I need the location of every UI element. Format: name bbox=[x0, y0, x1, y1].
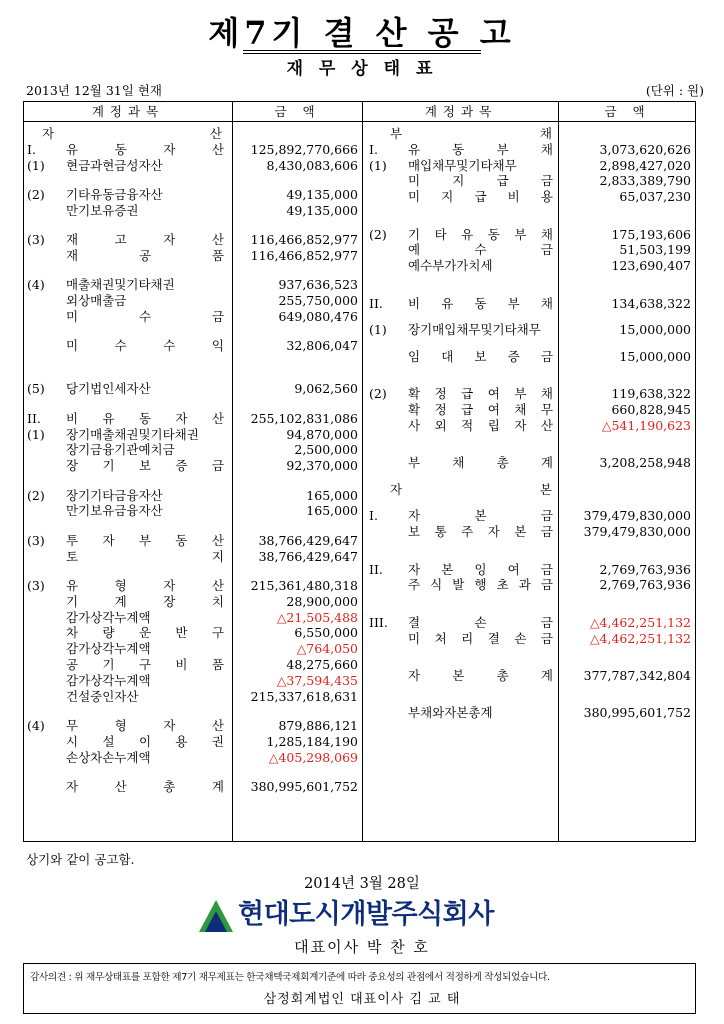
table-row bbox=[0, 386, 724, 401]
row-number: II. bbox=[369, 295, 383, 311]
row-label: 예 수 금 bbox=[408, 242, 553, 258]
table-row bbox=[0, 615, 724, 630]
table-row bbox=[0, 482, 724, 497]
row-amount: 119,638,322 bbox=[611, 386, 691, 402]
table-row bbox=[0, 173, 724, 188]
row-amount: 94,870,000 bbox=[286, 426, 358, 442]
notice-date: 2014년 3월 28일 bbox=[304, 876, 420, 892]
row-amount: 1,285,184,190 bbox=[266, 733, 358, 749]
row-number: (1) bbox=[27, 426, 45, 442]
row-amount: 255,750,000 bbox=[278, 293, 358, 309]
row-label: 감가상각누계액 bbox=[66, 641, 151, 657]
row-label: 재 고 자 산 bbox=[66, 232, 224, 248]
row-amount: 215,337,618,631 bbox=[250, 688, 358, 704]
row-label: 자 본 bbox=[390, 481, 552, 497]
row-number: II. bbox=[27, 410, 41, 426]
row-label: 자 본 잉 여 금 bbox=[408, 561, 553, 577]
table-row bbox=[0, 750, 724, 765]
row-amount: 48,275,660 bbox=[286, 657, 358, 672]
row-amount: 123,690,407 bbox=[611, 258, 691, 274]
company-name: 현대도시개발주식회사 bbox=[238, 899, 494, 930]
row-amount: △4,462,251,132 bbox=[589, 614, 691, 630]
row-label: 예수부가가치세 bbox=[408, 258, 493, 274]
row-label: 차 량 운 반 구 bbox=[66, 625, 224, 641]
row-label: 감가상각누계액 bbox=[66, 672, 151, 688]
right-header-account: 계정과목 bbox=[424, 104, 498, 119]
title-underline bbox=[243, 50, 481, 51]
row-label: 토 지 bbox=[66, 548, 224, 564]
row-label: 장기매입채무및기타채무 bbox=[408, 322, 541, 338]
row-label: 확 정 급 여 부 채 bbox=[408, 386, 553, 402]
table-row bbox=[0, 227, 724, 242]
row-amount: 134,638,322 bbox=[611, 295, 691, 311]
row-amount: 937,636,523 bbox=[278, 277, 358, 293]
table-row bbox=[0, 242, 724, 257]
row-label: 무 형 자 산 bbox=[66, 718, 224, 733]
row-label: 장 기 보 증 금 bbox=[66, 458, 224, 474]
row-number: (2) bbox=[369, 386, 387, 402]
row-amount: 9,062,560 bbox=[294, 381, 358, 397]
row-number: (3) bbox=[27, 532, 45, 548]
row-label: 만기보유금융자산 bbox=[66, 503, 163, 519]
table-row bbox=[0, 524, 724, 539]
row-amount: 116,466,852,977 bbox=[250, 232, 358, 248]
table-row bbox=[0, 455, 724, 470]
row-label: 유 동 부 채 bbox=[408, 141, 553, 157]
row-amount: 380,995,601,752 bbox=[583, 705, 691, 721]
row-amount: 255,102,831,086 bbox=[250, 410, 358, 426]
table-row bbox=[0, 689, 724, 704]
row-label: 만기보유증권 bbox=[66, 202, 139, 218]
row-label: 기타유동금융자산 bbox=[66, 187, 163, 202]
row-label: 부채와자본총계 bbox=[408, 705, 493, 721]
row-number: (4) bbox=[27, 718, 45, 733]
table-row bbox=[0, 296, 724, 311]
row-label: 부 채 bbox=[390, 126, 552, 141]
right-header-amount: 금 액 bbox=[604, 104, 651, 119]
row-amount: 2,500,000 bbox=[294, 442, 358, 458]
row-amount: 379,479,830,000 bbox=[583, 524, 691, 540]
row-label: 시 설 이 용 권 bbox=[66, 733, 224, 749]
row-amount: 38,766,429,647 bbox=[258, 532, 358, 548]
row-label: 기 계 장 치 bbox=[66, 593, 224, 609]
table-row bbox=[0, 158, 724, 173]
row-label: 비 유 동 부 채 bbox=[408, 295, 553, 311]
title-underline bbox=[243, 53, 481, 54]
row-label: 사 외 적 립 자 산 bbox=[408, 417, 553, 433]
row-amount: 215,361,480,318 bbox=[250, 578, 358, 593]
row-label: 유 동 자 산 bbox=[66, 141, 224, 157]
ceo-signature: 대표이사 박 찬 호 bbox=[294, 938, 430, 956]
table-row bbox=[0, 668, 724, 683]
row-number: II. bbox=[369, 561, 383, 577]
triangle-logo-icon bbox=[198, 899, 234, 933]
row-label: 부 채 총 계 bbox=[408, 455, 553, 471]
row-label: 공 기 구 비 품 bbox=[66, 657, 224, 672]
row-amount: 3,073,620,626 bbox=[599, 141, 691, 157]
table-row bbox=[0, 594, 724, 609]
row-number: (1) bbox=[369, 157, 387, 173]
row-label: 주 식 발 행 초 과 금 bbox=[408, 577, 553, 593]
row-amount: 165,000 bbox=[306, 503, 358, 519]
table-row bbox=[0, 562, 724, 577]
row-label: 미 지 급 비 용 bbox=[408, 189, 553, 205]
row-label: 미 처 리 결 손 금 bbox=[408, 630, 553, 646]
row-number: III. bbox=[369, 614, 388, 630]
row-number: (4) bbox=[27, 277, 45, 293]
row-amount: 49,135,000 bbox=[286, 202, 358, 218]
row-number: (2) bbox=[27, 487, 45, 503]
left-header-account: 계정과목 bbox=[91, 104, 165, 119]
table-row bbox=[0, 126, 724, 141]
row-amount: 380,995,601,752 bbox=[250, 779, 358, 794]
row-label: 매입채무및기타채무 bbox=[408, 157, 517, 173]
notice-title: 제7기 결 산 공 고 bbox=[208, 14, 516, 52]
row-label: 재 공 품 bbox=[66, 248, 224, 263]
row-label: 미 수 수 익 bbox=[66, 338, 224, 354]
row-amount: 125,892,770,666 bbox=[250, 141, 358, 157]
table-row bbox=[0, 508, 724, 523]
table-row bbox=[0, 779, 724, 794]
row-amount: 2,833,389,790 bbox=[599, 173, 691, 189]
row-number: (1) bbox=[27, 157, 45, 173]
left-header-amount: 금 액 bbox=[274, 104, 321, 119]
row-amount: 28,900,000 bbox=[286, 593, 358, 609]
report-date: 2013년 12월 31일 현재 bbox=[26, 83, 162, 98]
row-amount: 379,479,830,000 bbox=[583, 508, 691, 524]
row-amount: 15,000,000 bbox=[619, 348, 691, 364]
row-number: (1) bbox=[369, 322, 387, 338]
table-row bbox=[0, 705, 724, 720]
row-number: (3) bbox=[27, 232, 45, 248]
row-amount: 8,430,083,606 bbox=[266, 157, 358, 173]
table-row bbox=[0, 577, 724, 592]
closing-statement: 상기와 같이 공고함. bbox=[26, 852, 135, 867]
unit-note: (단위 : 원) bbox=[645, 83, 704, 98]
row-label: 장기매출채권및기타채권 bbox=[66, 426, 199, 442]
row-amount: 175,193,606 bbox=[611, 226, 691, 242]
row-label: 자 본 금 bbox=[408, 508, 553, 524]
row-amount: △405,298,069 bbox=[268, 749, 358, 765]
table-row bbox=[0, 277, 724, 292]
row-amount: 2,769,763,936 bbox=[599, 561, 691, 577]
table-row bbox=[0, 631, 724, 646]
row-amount: 3,208,258,948 bbox=[599, 455, 691, 471]
row-amount: 165,000 bbox=[306, 487, 358, 503]
statement-title: 재 무 상 태 표 bbox=[286, 59, 438, 79]
row-amount: △37,594,435 bbox=[276, 672, 358, 688]
row-amount: 92,370,000 bbox=[286, 458, 358, 474]
row-amount: △541,190,623 bbox=[601, 417, 691, 433]
row-label: 자 산 bbox=[42, 126, 222, 141]
table-row bbox=[0, 734, 724, 749]
row-amount: △764,050 bbox=[296, 641, 358, 657]
row-label: 비 유 동 자 산 bbox=[66, 410, 224, 426]
header-divider bbox=[23, 121, 696, 122]
row-amount: 2,898,427,020 bbox=[599, 157, 691, 173]
row-label: 유 형 자 산 bbox=[66, 578, 224, 593]
row-label: 투 자 부 동 산 bbox=[66, 532, 224, 548]
row-number: (2) bbox=[369, 226, 387, 242]
table-row bbox=[0, 203, 724, 218]
row-label: 자 본 총 계 bbox=[408, 668, 553, 683]
row-label: 미 지 급 금 bbox=[408, 173, 553, 189]
row-amount: 38,766,429,647 bbox=[258, 548, 358, 564]
row-amount: 879,886,121 bbox=[278, 718, 358, 733]
row-amount: 660,828,945 bbox=[611, 402, 691, 417]
table-row bbox=[0, 258, 724, 273]
row-label: 장기금융기관예치금 bbox=[66, 442, 175, 458]
row-label: 자 산 총 계 bbox=[66, 779, 224, 794]
row-amount: 65,037,230 bbox=[619, 189, 691, 205]
row-label: 장기기타금융자산 bbox=[66, 487, 163, 503]
row-label: 결 손 금 bbox=[408, 614, 553, 630]
row-amount: 116,466,852,977 bbox=[250, 248, 358, 263]
row-number: I. bbox=[27, 141, 36, 157]
row-amount: 377,787,342,804 bbox=[583, 668, 691, 683]
row-amount: 49,135,000 bbox=[286, 187, 358, 202]
row-amount: △21,505,488 bbox=[276, 609, 358, 625]
row-amount: 51,503,199 bbox=[619, 242, 691, 258]
row-number: I. bbox=[369, 141, 378, 157]
row-number: I. bbox=[369, 508, 378, 524]
row-label: 감가상각누계액 bbox=[66, 609, 151, 625]
auditor-name: 삼정회계법인 대표이사 김 교 태 bbox=[263, 992, 461, 1007]
row-label: 손상차손누계액 bbox=[66, 749, 151, 765]
table-row bbox=[0, 418, 724, 433]
row-label: 미 수 금 bbox=[66, 309, 224, 324]
row-amount: 32,806,047 bbox=[286, 338, 358, 354]
row-amount: △4,462,251,132 bbox=[589, 630, 691, 646]
table-row bbox=[0, 402, 724, 417]
row-label: 외상매출금 bbox=[66, 293, 127, 309]
row-label: 확 정 급 여 채 무 bbox=[408, 402, 553, 417]
row-amount: 2,769,763,936 bbox=[599, 577, 691, 593]
company-logo bbox=[198, 897, 538, 933]
row-label: 임 대 보 증 금 bbox=[408, 348, 553, 364]
table-row bbox=[0, 142, 724, 157]
row-label: 보 통 주 자 본 금 bbox=[408, 524, 553, 540]
row-amount: 649,080,476 bbox=[278, 309, 358, 324]
table-row bbox=[0, 322, 724, 337]
audit-opinion: 감사의견 : 위 재무상태표를 포함한 제7기 재무제표는 한국채택국제회계기준에 따라 중요성의 관점에서 적정하게 작성되었습니다. bbox=[30, 972, 550, 983]
row-number: (3) bbox=[27, 578, 45, 593]
table-row bbox=[0, 349, 724, 364]
row-label: 현금과현금성자산 bbox=[66, 157, 163, 173]
row-label: 기 타 유 동 부 채 bbox=[408, 226, 553, 242]
row-label: 매출채권및기타채권 bbox=[66, 277, 175, 293]
row-number: (5) bbox=[27, 381, 45, 397]
row-amount: 6,550,000 bbox=[294, 625, 358, 641]
row-amount: 15,000,000 bbox=[619, 322, 691, 338]
row-label: 당기법인세자산 bbox=[66, 381, 151, 397]
row-number: (2) bbox=[27, 187, 45, 202]
table-row bbox=[0, 189, 724, 204]
row-label: 건설중인자산 bbox=[66, 688, 139, 704]
